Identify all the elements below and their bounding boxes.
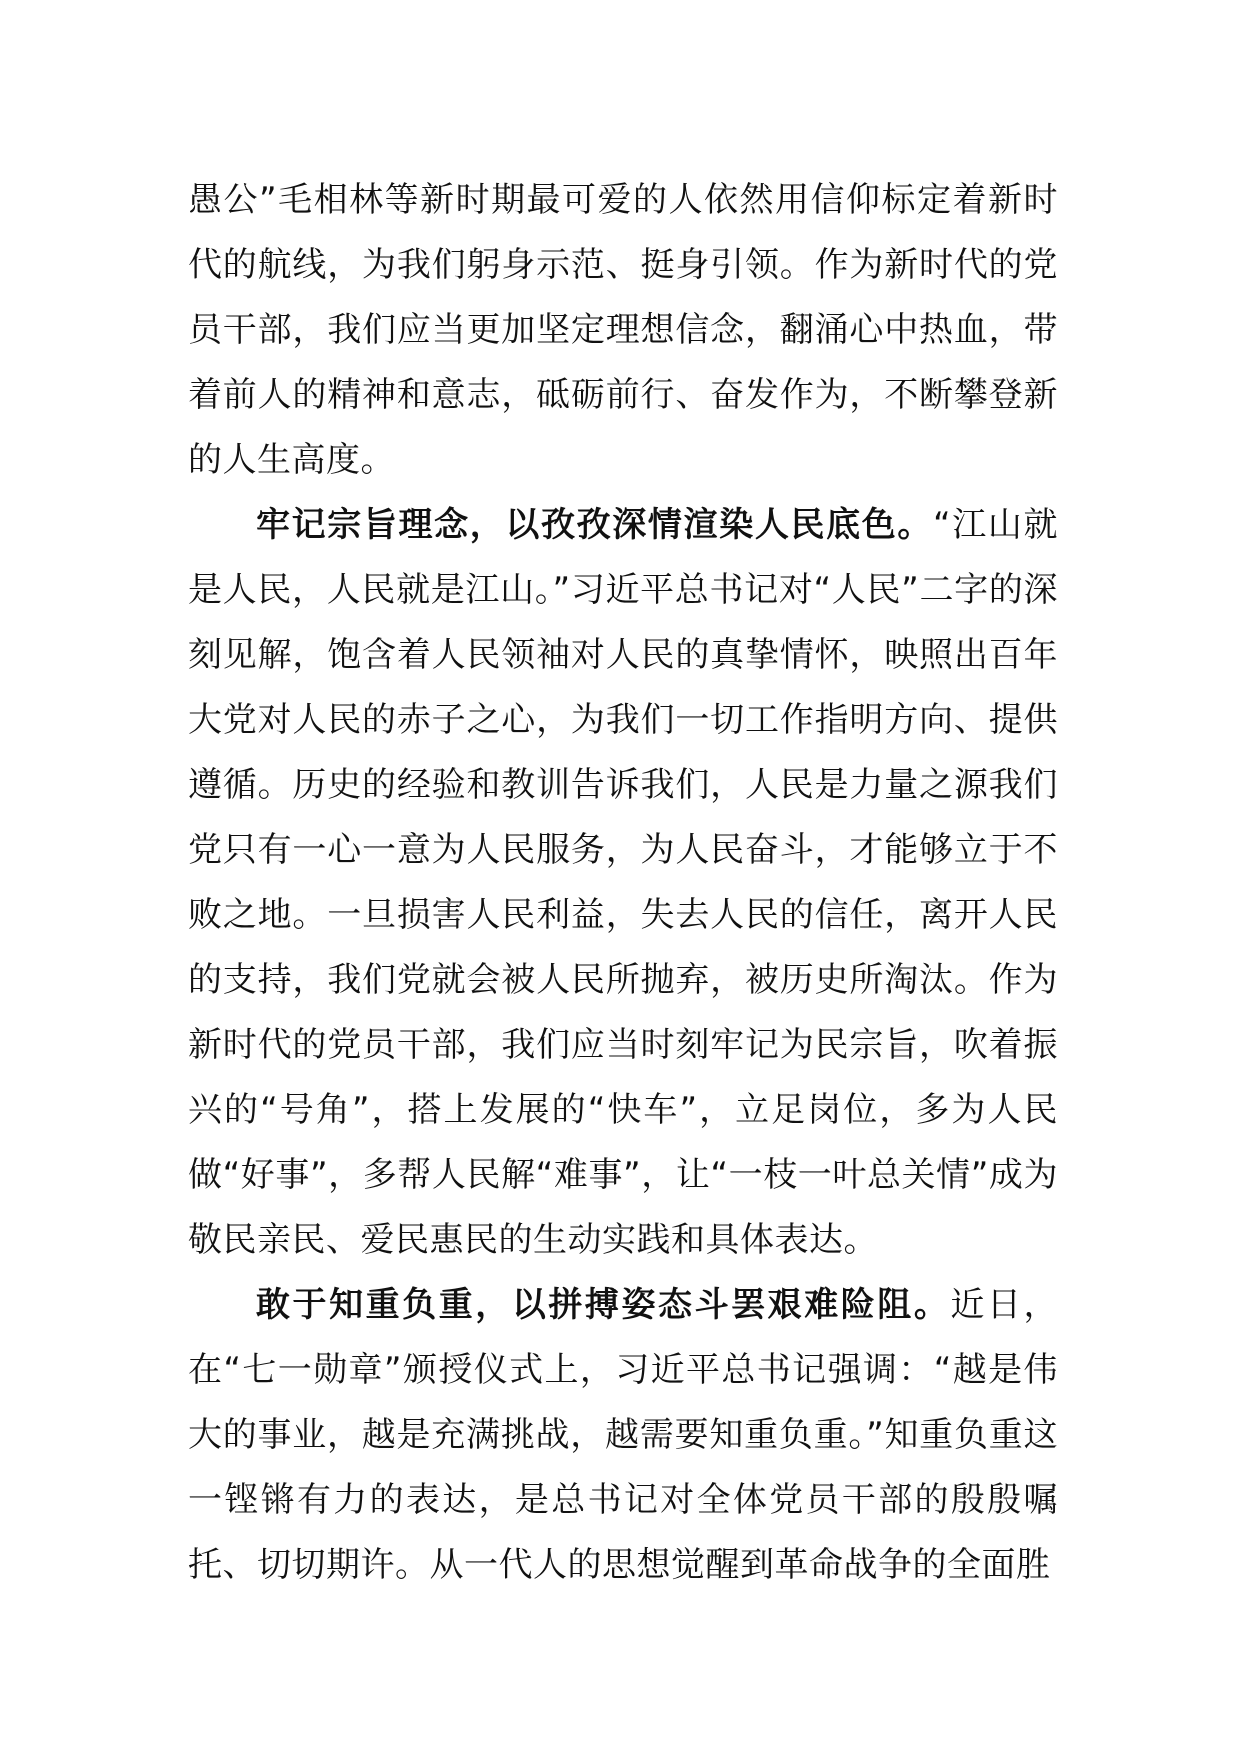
paragraph-text: 愚公”毛相林等新时期最可爱的人依然用信仰标定着新时代的航线，为我们躬身示范、挺身引领。作为新时代的党员干部，我们应当更加坚定理想信念，翻涌心中热血，带着前人的精神和意志，砥砺前行、奋发作为，不断攀登新的人生高度。 (188, 180, 1058, 480)
paragraph-people (188, 493, 1058, 1273)
paragraph-text: “江山就是人民，人民就是江山。”习近平总书记对“人民”二字的深刻见解，饱含着人民领袖对人民的真挚情怀，映照出百年大党对人民的赤子之心，为我们一切工作指明方向、提供遵循。历史的经验和教训告诉我们，人民是力量之源我们党只有一心一意为人民服务，为人民奋斗，才能够立于不败之地。一旦损害人民利益，失去人民的信任，离开人民的支持，我们党就会被人民所抛弃，被历史所淘汰。作为新时代的党员干部，我们应当时刻牢记为民宗旨，吹着振兴的“号角”，搭上发展的“快车”，立足岗位，多为人民做“好事”，多帮人民解“难事”，让“一枝一叶总关情”成为敬民亲民、爱民惠民的生动实践和具体表达。 (188, 505, 1058, 1260)
document-body (188, 168, 1058, 1598)
paragraph-continuation (188, 168, 1058, 493)
paragraph-text: 近日，在“七一勋章”颁授仪式上，习近平总书记强调：“越是伟大的事业，越是充满挑战，越需要知重负重。”知重负重这一铿锵有力的表达，是总书记对全体党员干部的殷殷嘱托、切切期许。从一代人的思想觉醒到革命战争的全面胜 (188, 1285, 1059, 1585)
paragraph-heading: 敢于知重负重，以拼搏姿态斗罢艰难险阻。 (256, 1285, 951, 1325)
paragraph-responsibility (188, 1273, 1058, 1598)
paragraph-heading: 牢记宗旨理念，以孜孜深情渲染人民底色。 (256, 505, 933, 545)
